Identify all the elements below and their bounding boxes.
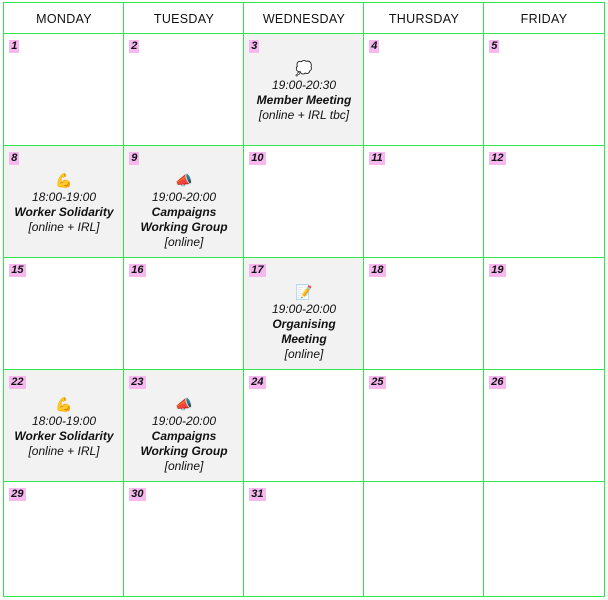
day-number: 11 (371, 152, 383, 165)
day-cell-19[interactable] (483, 257, 605, 371)
day-cell-15[interactable] (3, 257, 125, 371)
event-title: Organising Meeting (272, 317, 336, 347)
day-number: 31 (251, 488, 264, 501)
day-cell-5[interactable] (483, 33, 605, 147)
day-number: 2 (131, 40, 138, 53)
day-cell-9[interactable] (123, 145, 245, 259)
day-cell-2[interactable] (123, 33, 245, 147)
day-number: 12 (491, 152, 504, 165)
event-location: [online + IRL] (28, 220, 100, 235)
event-title: Worker Solidarity (14, 429, 114, 444)
day-number: 3 (251, 40, 258, 53)
day-number: 8 (11, 152, 18, 165)
day-cell-30[interactable] (123, 481, 245, 597)
day-cell-25[interactable] (363, 369, 485, 483)
event-location: [online] (164, 459, 204, 474)
calendar-event[interactable] (244, 283, 364, 362)
event-time: 19:00-20:00 (151, 414, 217, 429)
day-cell-23[interactable] (123, 369, 245, 483)
day-number: 26 (491, 376, 504, 389)
event-location: [online + IRL tbc] (258, 108, 350, 123)
megaphone-icon: 📣 (175, 396, 193, 413)
day-number: 16 (131, 264, 144, 277)
event-time: 18:00-19:00 (31, 190, 97, 205)
event-time: 19:00-20:00 (271, 302, 337, 317)
day-number: 10 (251, 152, 264, 165)
day-cell-18[interactable] (363, 257, 485, 371)
day-cell-17[interactable] (243, 257, 365, 371)
day-number: 30 (131, 488, 144, 501)
day-cell-4[interactable] (363, 33, 485, 147)
calendar-event[interactable] (244, 59, 364, 123)
event-title: Campaigns Working Group (140, 429, 228, 459)
day-number: 5 (491, 40, 498, 53)
day-number: 29 (11, 488, 24, 501)
day-number: 17 (251, 264, 264, 277)
calendar-event[interactable] (4, 395, 124, 459)
day-number: 22 (11, 376, 24, 389)
event-time: 18:00-19:00 (31, 414, 97, 429)
day-cell-1[interactable] (3, 33, 125, 147)
day-cell-31[interactable] (243, 481, 365, 597)
flexed-biceps-icon: 💪 (55, 172, 73, 189)
day-cell-empty[interactable] (363, 481, 485, 597)
day-cell-22[interactable] (3, 369, 125, 483)
day-number: 19 (491, 264, 504, 277)
day-number: 15 (11, 264, 24, 277)
weekday-header-thursday: THURSDAY (363, 2, 485, 35)
day-number: 9 (131, 152, 138, 165)
event-title: Worker Solidarity (14, 205, 114, 220)
event-location: [online] (164, 235, 204, 250)
weekday-header-friday: FRIDAY (483, 2, 605, 35)
day-cell-empty[interactable] (483, 481, 605, 597)
day-cell-3[interactable] (243, 33, 365, 147)
day-cell-11[interactable] (363, 145, 485, 259)
calendar-event[interactable] (4, 171, 124, 235)
megaphone-icon: 📣 (175, 172, 193, 189)
event-time: 19:00-20:30 (271, 78, 337, 93)
speech-bubble-icon: 💭 (295, 60, 313, 77)
event-title: Member Meeting (256, 93, 352, 108)
day-number: 23 (131, 376, 144, 389)
memo-icon: 📝 (295, 284, 313, 301)
day-number: 25 (371, 376, 384, 389)
event-location: [online] (284, 347, 324, 362)
weekday-header-wednesday: WEDNESDAY (243, 2, 365, 35)
calendar-grid (4, 3, 604, 596)
day-cell-10[interactable] (243, 145, 365, 259)
day-number: 1 (11, 40, 18, 53)
event-title: Campaigns Working Group (140, 205, 228, 235)
day-number: 18 (371, 264, 384, 277)
day-number: 24 (251, 376, 264, 389)
flexed-biceps-icon: 💪 (55, 396, 73, 413)
event-location: [online + IRL] (28, 444, 100, 459)
day-cell-26[interactable] (483, 369, 605, 483)
day-cell-8[interactable] (3, 145, 125, 259)
day-cell-29[interactable] (3, 481, 125, 597)
day-cell-16[interactable] (123, 257, 245, 371)
day-cell-12[interactable] (483, 145, 605, 259)
day-cell-24[interactable] (243, 369, 365, 483)
calendar-event[interactable] (124, 171, 244, 250)
day-number: 4 (371, 40, 378, 53)
weekday-header-tuesday: TUESDAY (123, 2, 245, 35)
calendar-event[interactable] (124, 395, 244, 474)
event-time: 19:00-20:00 (151, 190, 217, 205)
weekday-header-monday: MONDAY (3, 2, 125, 35)
